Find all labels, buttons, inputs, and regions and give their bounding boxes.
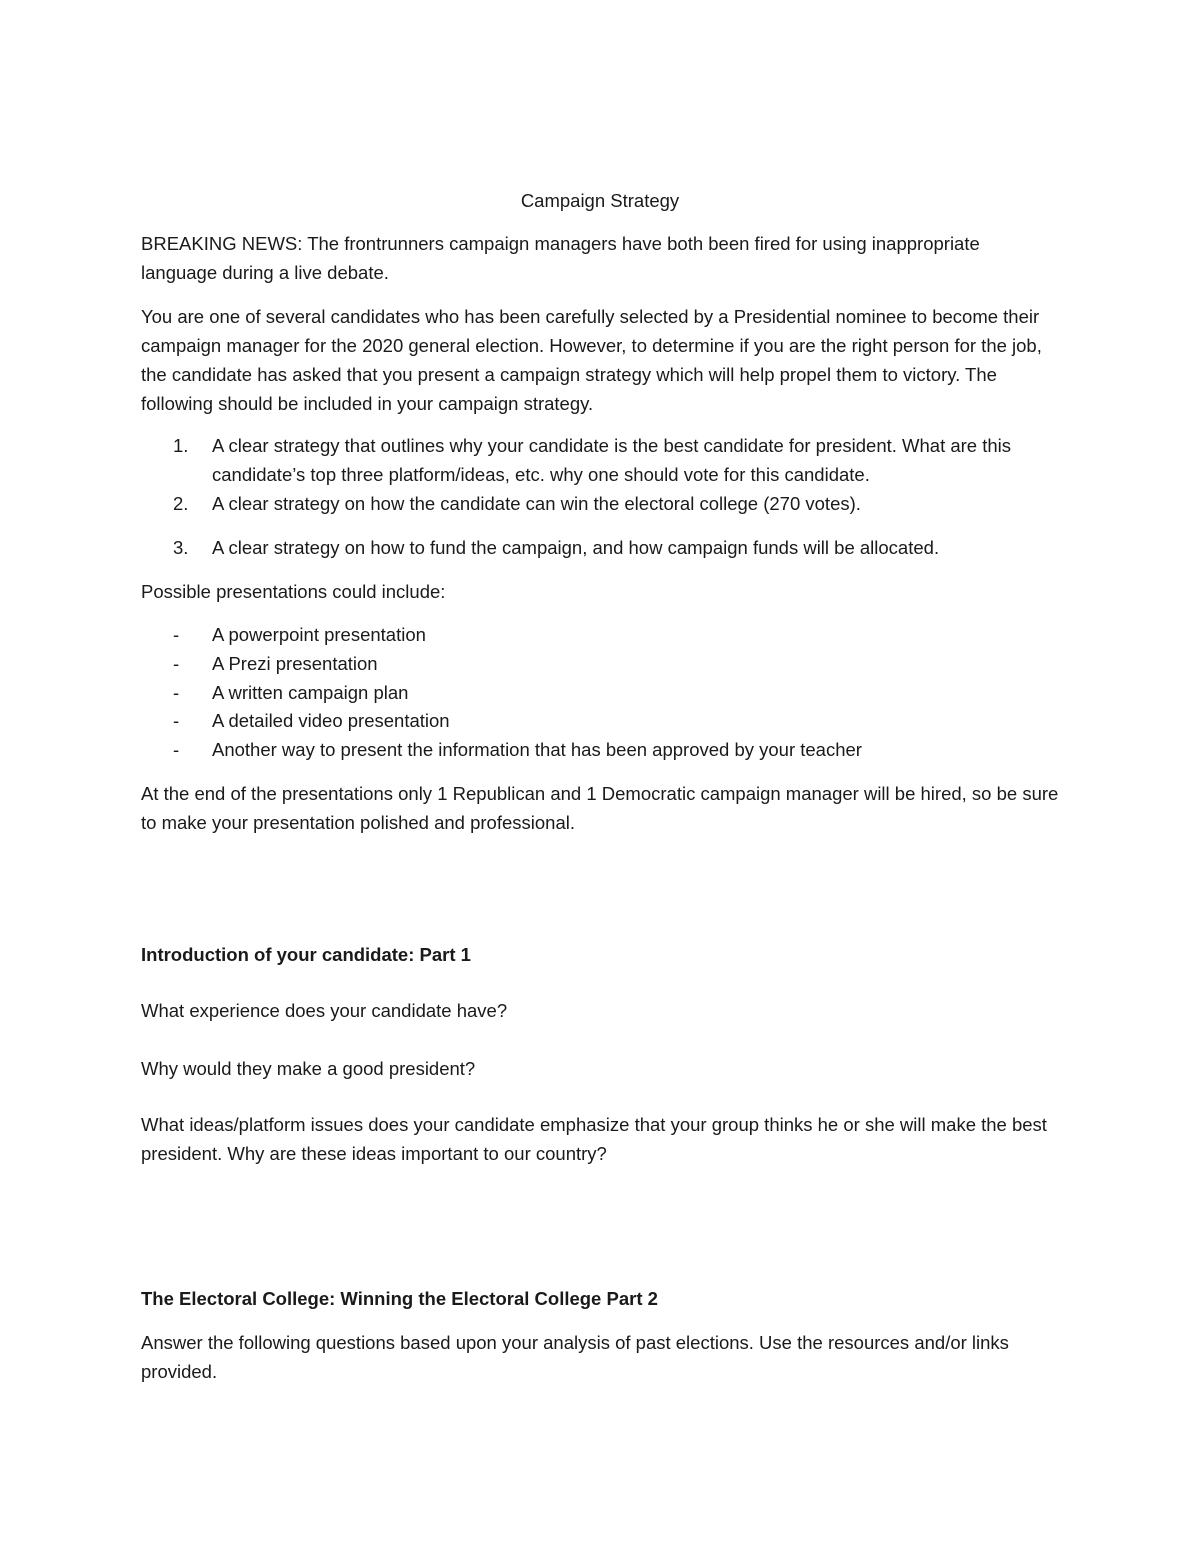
list-item-text: A Prezi presentation bbox=[212, 653, 378, 674]
part1-heading: Introduction of your candidate: Part 1 bbox=[141, 944, 471, 965]
list-item-text: A detailed video presentation bbox=[212, 710, 450, 731]
list-dash: - bbox=[173, 739, 180, 760]
list-dash: - bbox=[173, 710, 180, 731]
closing-paragraph: At the end of the presentations only 1 Republican and 1 Democratic campaign manager will be hired, so be sure to make your presentation polished and professional. bbox=[141, 783, 1059, 833]
intro-paragraph: You are one of several candidates who has been carefully selected by a Presidential nominee to become their campaign manager for the 2020 general election. However, to determine if you are the right person for the job, the candidate has asked that you present a campaign strategy which will help propel them to victory. The following should be included in your campaign strategy. bbox=[141, 306, 1042, 414]
list-item-text: A powerpoint presentation bbox=[212, 624, 426, 645]
list-number: 1. bbox=[173, 435, 189, 456]
list-dash: - bbox=[173, 624, 180, 645]
part1-question-platform: What ideas/platform issues does your candidate emphasize that your group thinks he or she will make the best president. Why are these ideas important to our country? bbox=[141, 1114, 1047, 1164]
part2-instructions: Answer the following questions based upon your analysis of past elections. Use the resources and/or links provided. bbox=[141, 1332, 1009, 1382]
list-item-text: A clear strategy on how the candidate can win the electoral college (270 votes). bbox=[212, 493, 861, 514]
list-dash: - bbox=[173, 653, 180, 674]
list-number: 2. bbox=[173, 493, 189, 514]
list-item-text: A clear strategy on how to fund the campaign, and how campaign funds will be allocated. bbox=[212, 537, 940, 558]
list-item-text: Another way to present the information that has been approved by your teacher bbox=[212, 739, 862, 760]
list-dash: - bbox=[173, 682, 180, 703]
presentations-heading: Possible presentations could include: bbox=[141, 581, 446, 602]
part1-question-good-president: Why would they make a good president? bbox=[141, 1058, 476, 1079]
breaking-news-paragraph: BREAKING NEWS: The frontrunners campaign managers have both been fired for using inappropriate language during a live debate. bbox=[141, 233, 980, 283]
list-number: 3. bbox=[173, 537, 189, 558]
document-title: Campaign Strategy bbox=[520, 190, 680, 211]
list-item-text: A clear strategy that outlines why your candidate is the best candidate for president. What are this candidate’s top three platform/ideas, etc. why one should vote for this candidate. bbox=[212, 435, 1012, 485]
part2-heading: The Electoral College: Winning the Electoral College Part 2 bbox=[141, 1288, 658, 1309]
list-item-text: A written campaign plan bbox=[212, 682, 409, 703]
part1-question-experience: What experience does your candidate have? bbox=[141, 1000, 508, 1021]
